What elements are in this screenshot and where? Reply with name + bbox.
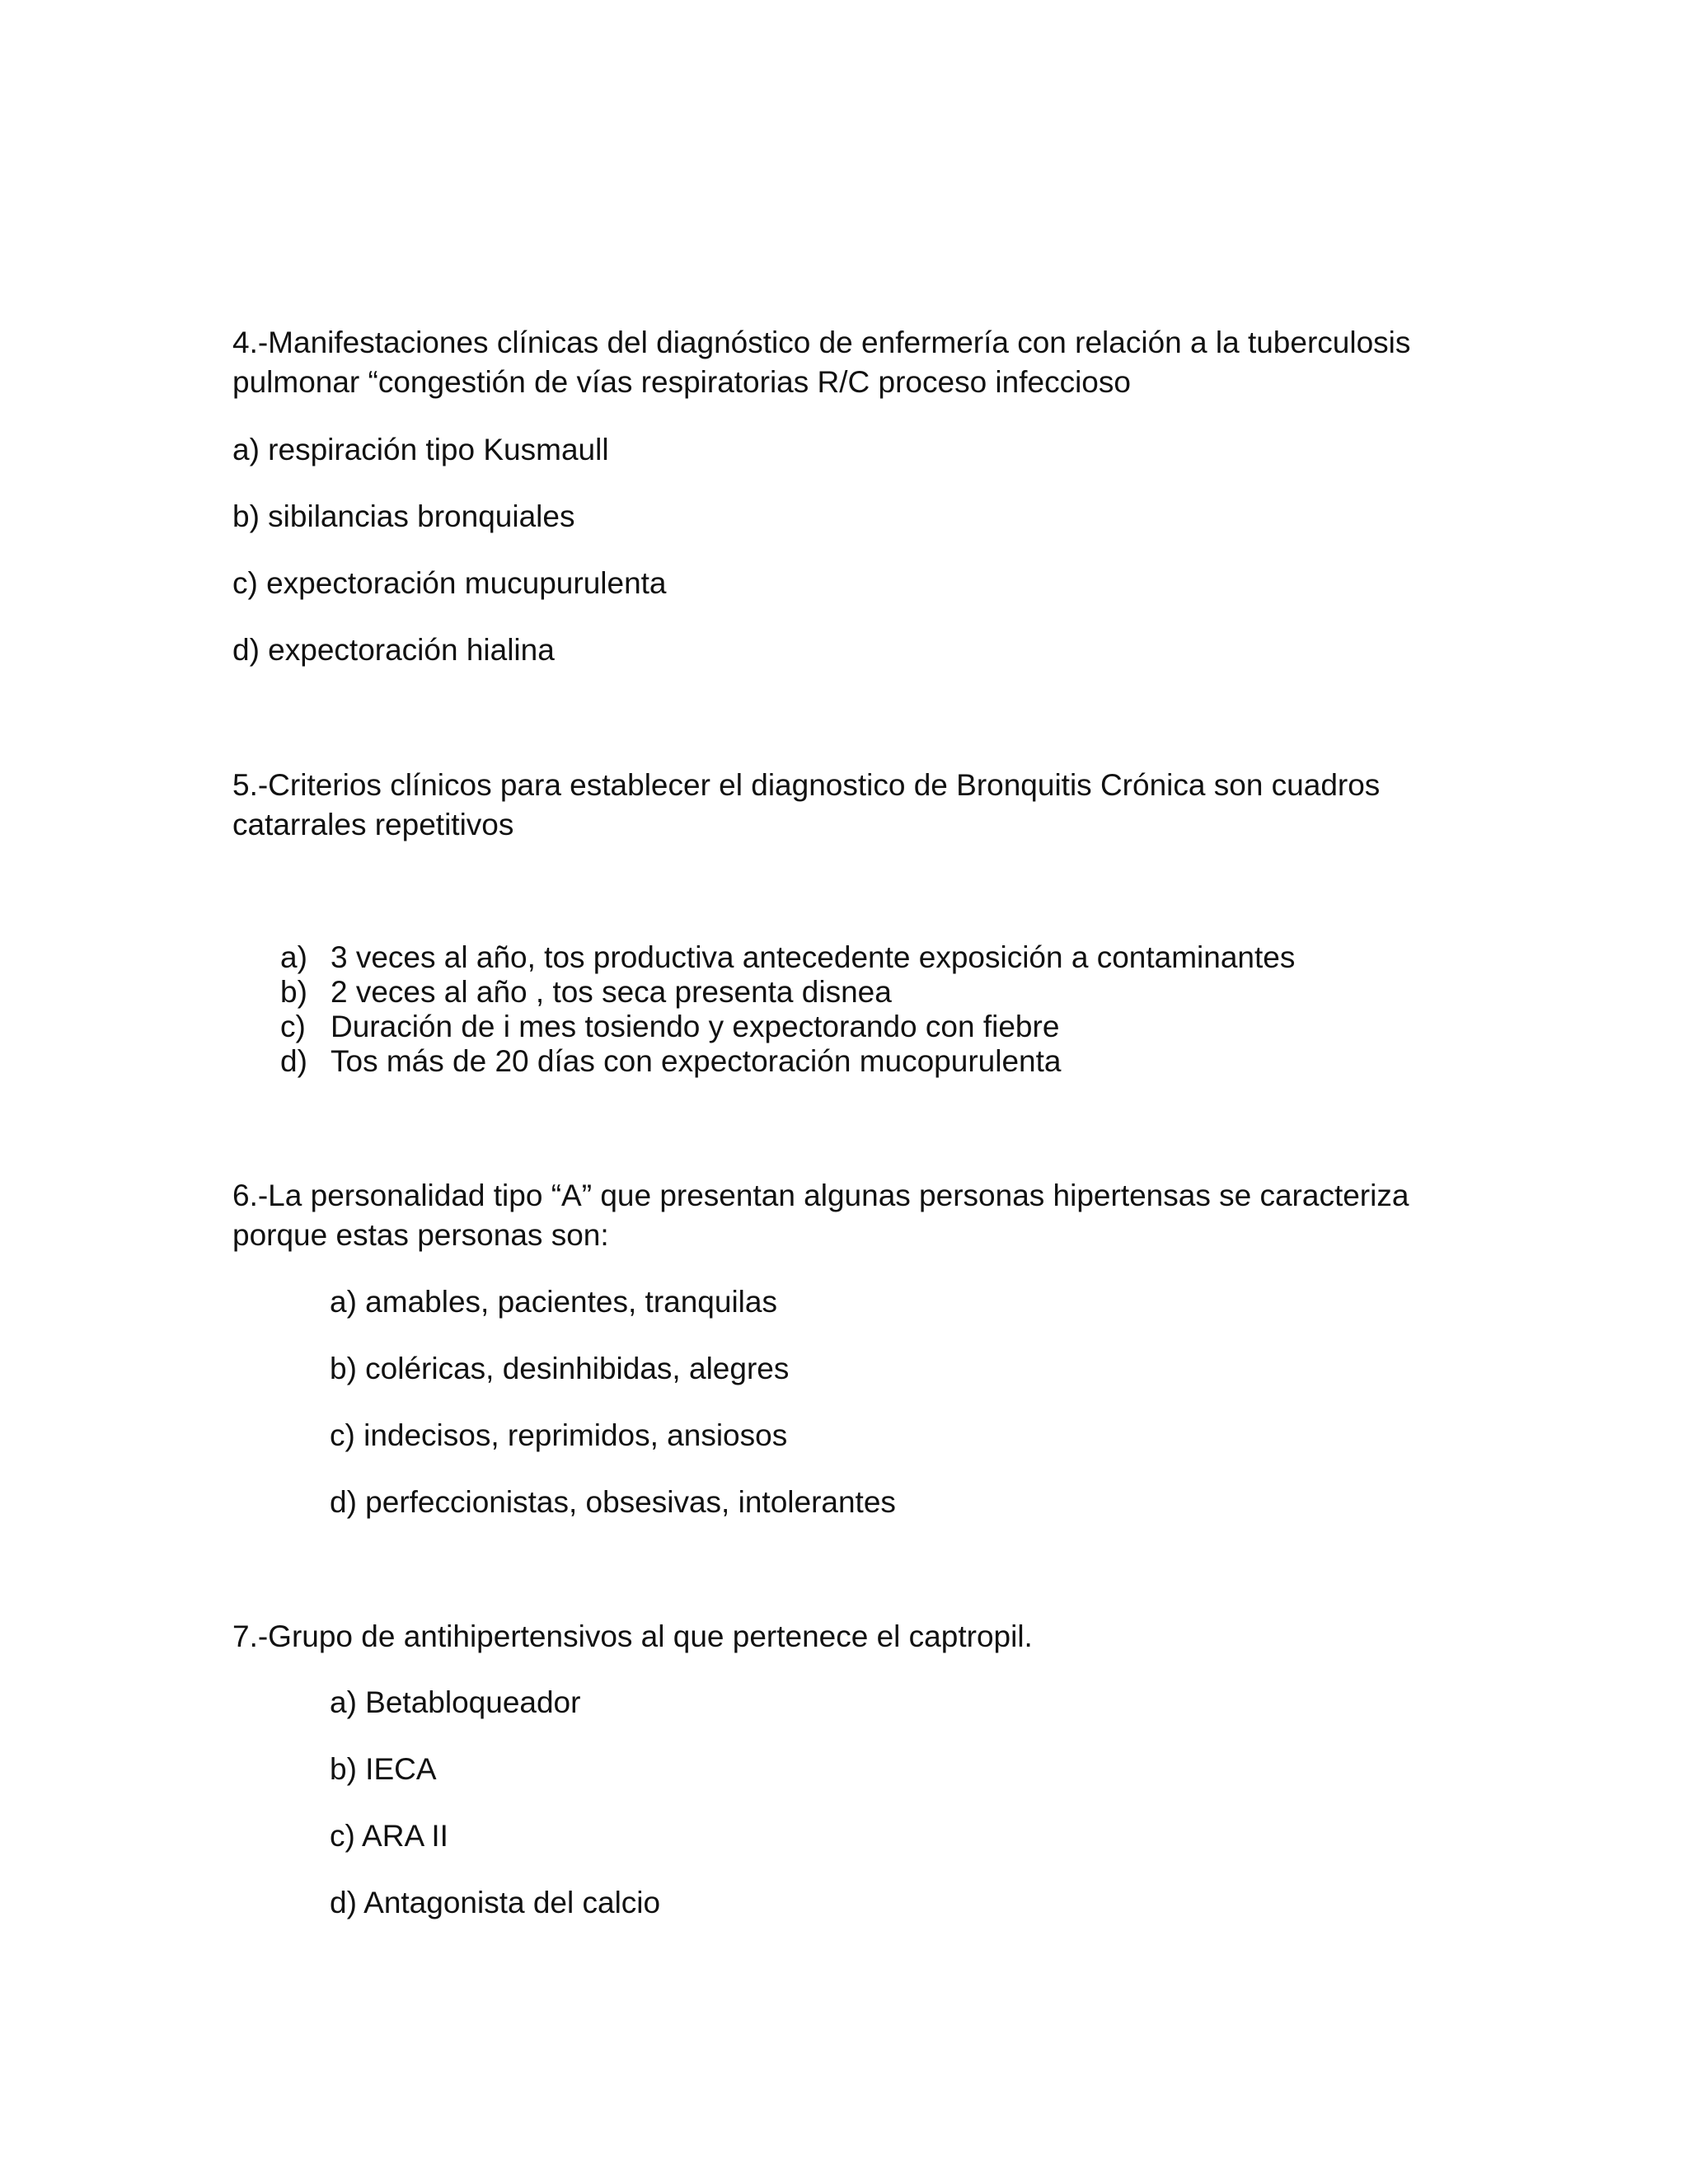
question-4-option-a: a) respiración tipo Kusmaull <box>232 433 609 466</box>
question-7-option-d: d) Antagonista del calcio <box>330 1886 661 1919</box>
question-5-option-d-text: Tos más de 20 días con expectoración mucopurulenta <box>331 1044 1062 1078</box>
question-5-option-b-letter: b) <box>280 975 307 1009</box>
question-5-option-a-letter: a) <box>280 940 307 974</box>
question-6-option-a: a) amables, pacientes, tranquilas <box>330 1285 777 1319</box>
question-5-option-c-text: Duración de i mes tosiendo y expectorando con fiebre <box>331 1010 1060 1043</box>
question-7-option-a: a) Betabloqueador <box>330 1685 581 1719</box>
question-4-option-b: b) sibilancias bronquiales <box>232 499 575 533</box>
question-5-option-a-text: 3 veces al año, tos productiva antecedente exposición a contaminantes <box>331 940 1296 974</box>
question-6-line-1: 6.-La personalidad tipo “A” que presentan algunas personas hipertensas se caracteriza <box>232 1179 1409 1212</box>
question-4-line-1: 4.-Manifestaciones clínicas del diagnóstico de enfermería con relación a la tuberculosis <box>232 326 1411 359</box>
question-5-option-d-letter: d) <box>280 1044 307 1078</box>
question-6-line-2: porque estas personas son: <box>232 1218 609 1252</box>
question-5-option-c-letter: c) <box>280 1010 306 1043</box>
question-6-option-d: d) perfeccionistas, obsesivas, intolerantes <box>330 1485 896 1519</box>
question-4-option-c: c) expectoración mucupurulenta <box>232 566 667 600</box>
question-5-option-b-text: 2 veces al año , tos seca presenta disnea <box>331 975 892 1009</box>
question-4-option-d: d) expectoración hialina <box>232 633 555 667</box>
question-7-option-b: b) IECA <box>330 1752 437 1786</box>
question-5-line-1: 5.-Criterios clínicos para establecer el diagnostico de Bronquitis Crónica son cuadros <box>232 768 1381 802</box>
question-6-option-b: b) coléricas, desinhibidas, alegres <box>330 1352 790 1385</box>
question-6-option-c: c) indecisos, reprimidos, ansiosos <box>330 1418 788 1452</box>
question-5-line-2: catarrales repetitivos <box>232 808 514 841</box>
question-7-line-1: 7.-Grupo de antihipertensivos al que pertenece el captropil. <box>232 1619 1033 1653</box>
question-7-option-c: c) ARA II <box>330 1819 448 1853</box>
question-4-line-2: pulmonar “congestión de vías respiratorias R/C proceso infeccioso <box>232 365 1131 399</box>
